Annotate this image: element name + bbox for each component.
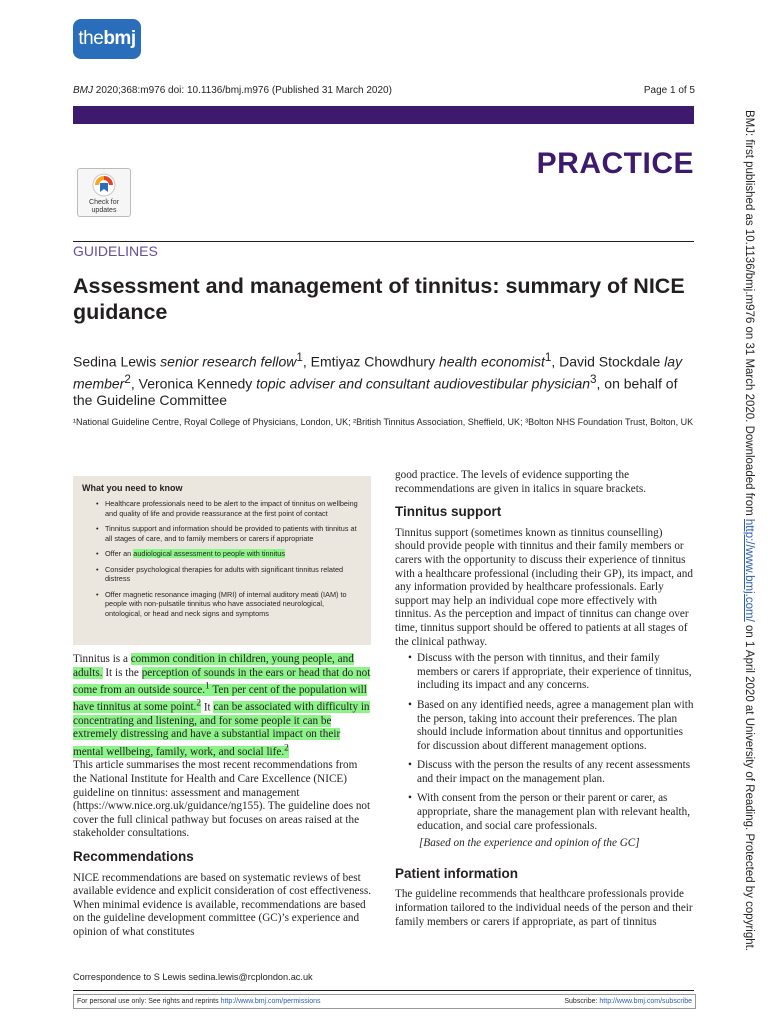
evidence-note-paragraph: good practice. The levels of evidence supporting the recommendations are given in italics in square brackets. [395, 469, 647, 495]
title-rule [73, 241, 694, 242]
footer-left [77, 995, 321, 1008]
key-points-box [73, 476, 371, 645]
citation-journal: BMJ [73, 85, 93, 96]
section-title: PRACTICE [536, 147, 694, 180]
heading-patient-information: Patient information [395, 865, 519, 881]
support-bullet-list [395, 652, 695, 833]
header-bar [73, 106, 694, 124]
key-point-item: • Healthcare professionals need to be alert to the impact of tinnitus on wellbeing and quality of life and provide reassurance at the first point of contact [105, 499, 361, 518]
heading-tinnitus-support: Tinnitus support [395, 504, 502, 520]
key-point-item: • Consider psychological therapies for adults with significant tinnitus related distress [105, 565, 361, 584]
footer-right [564, 995, 692, 1008]
patient-information-paragraph: The guideline recommends that healthcare professionals provide information tailored to the individual needs of the person and their family members or carers if appropriate, as part of tinnitus [395, 888, 693, 928]
author-list: Sedina Lewis senior research fellow$^1$, Emtiyaz Chowdhury health economist$^1$, David Stockdale lay member$^2$, Veronica Kennedy topic adviser and consultant audiovestibular physician$^3$, on behalf of the Guideline Committee [73, 351, 683, 409]
key-point-item [105, 549, 361, 559]
logo-text: thebmj [78, 28, 136, 49]
article-title: Assessment and management of tinnitus: summary of NICE guidance [73, 274, 685, 324]
check-badge-label: Check for updates [89, 199, 119, 214]
permissions-link[interactable]: http://www.bmj.com/permissions [220, 998, 321, 1005]
list-item: • Discuss with the person the results of any recent assessments and their impact on the management plan. [417, 759, 695, 786]
key-points-list [73, 499, 371, 624]
left-column [73, 653, 373, 939]
subscribe-link[interactable]: http://www.bmj.com/subscribe [599, 998, 692, 1005]
recommendations-paragraph: NICE recommendations are based on systematic reviews of best available evidence and explicit consideration of cost effectiveness. When minimal evidence is available, recommendations are based on the guideline development committee (GC)’s experience and opinion of what constitutes [73, 871, 372, 938]
list-item: • With consent from the person or their parent or carer, as appropriate, share the management plan with relevant health, education, and social care professionals. [417, 792, 695, 833]
correspondence: Correspondence to S Lewis sedina.lewis@rcplondon.ac.uk [73, 972, 313, 982]
sidebar-text [743, 110, 755, 952]
right-column [395, 469, 695, 929]
list-item: • Based on any identified needs, agree a management plan with the person, taking into account their preferences. The plan should include information about tinnitus and opportunities for discussion about different management options. [417, 699, 695, 753]
check-for-updates-icon [92, 173, 116, 197]
footer-rights-text: For personal use only: See rights and reprints [77, 998, 221, 1005]
key-point-item: • Tinnitus support and information should be provided to patients with tinnitus at all stages of care, and to family members or carers if appropriate [105, 524, 361, 543]
key-point-item: • Offer magnetic resonance imaging (MRI) of internal auditory meati (IAM) to people with non-pulsatile tinnitus who have associated neurological, ontological, or head and neck signs and symptoms [105, 590, 361, 619]
list-item: • Discuss with the person with tinnitus, and their family members or carers if appropriate, their experience of tinnitus, including its impact and any concerns. [417, 652, 695, 693]
footer-bar [73, 994, 696, 1009]
sidebar-text-after: on 1 April 2020 at University of Reading. Protected by copyright. [743, 621, 755, 952]
bmj-site-link[interactable]: http://www.bmj.com/ [743, 518, 755, 622]
bmj-logo[interactable] [73, 19, 141, 59]
summary-paragraph: This article summarises the most recent recommendations from the National Institute for Health and Care Excellence (NICE) guideline on tinnitus: assessment and management (https://www.nice.org.uk/guidance/ng155). The guideline does not cover the full clinical pathway but focuses on areas raised at the stakeholder consultations. [73, 759, 371, 840]
tinnitus-support-paragraph: Tinnitus support (sometimes known as tinnitus counselling) should provide people with tinnitus and their family members or carers with the opportunity to discuss their experience of tinnitus with a healthcare professional (including their GP), its impact, and any information provided by healthcare professionals. Early support may help an individual cope more effectively with tinnitus. As the perception and impact of tinnitus can change over time, tinnitus support should be offered to patients at all stages of the clinical pathway. [395, 526, 693, 648]
heading-recommendations: Recommendations [73, 848, 194, 864]
sidebar-text-before: BMJ: first published as 10.1136/bmj.m976 on 31 March 2020. Downloaded from [743, 110, 755, 519]
footer-rule [73, 990, 694, 991]
page-number: Page 1 of 5 [643, 85, 695, 96]
evidence-level: [Based on the experience and opinion of the GC] [419, 837, 640, 850]
highlighted-text: audiological assessment to people with tinnitus [133, 549, 285, 558]
key-points-title: What you need to know [82, 483, 183, 493]
affiliations: ¹National Guideline Centre, Royal College of Physicians, London, UK; ²British Tinnitus Association, Sheffield, UK; ³Bolton NHS Foundation Trust, Bolton, UK [73, 417, 694, 427]
check-for-updates-badge[interactable] [77, 168, 131, 217]
article-category: GUIDELINES [73, 243, 158, 259]
citation-details: 2020;368:m976 doi: 10.1136/bmj.m976 (Published 31 March 2020) [93, 85, 392, 96]
citation-line [73, 85, 392, 96]
footer-subscribe-text: Subscribe: [564, 998, 600, 1005]
key-point-prefix: Offer an [105, 549, 134, 558]
copyright-sidebar [739, 110, 759, 952]
intro-paragraph: Tinnitus is a common condition in children, young people, and adults. It is the perception of sounds in the ears or head that do not come from an outside source.$^1$ Ten per cent of the population will have tinnitus at some point.$^2$ It can be associated with difficulty in concentrating and listening, and for some people it can be extremely distressing and have a substantial impact on their mental wellbeing, family, work, and social life.$^2$ [73, 653, 371, 758]
